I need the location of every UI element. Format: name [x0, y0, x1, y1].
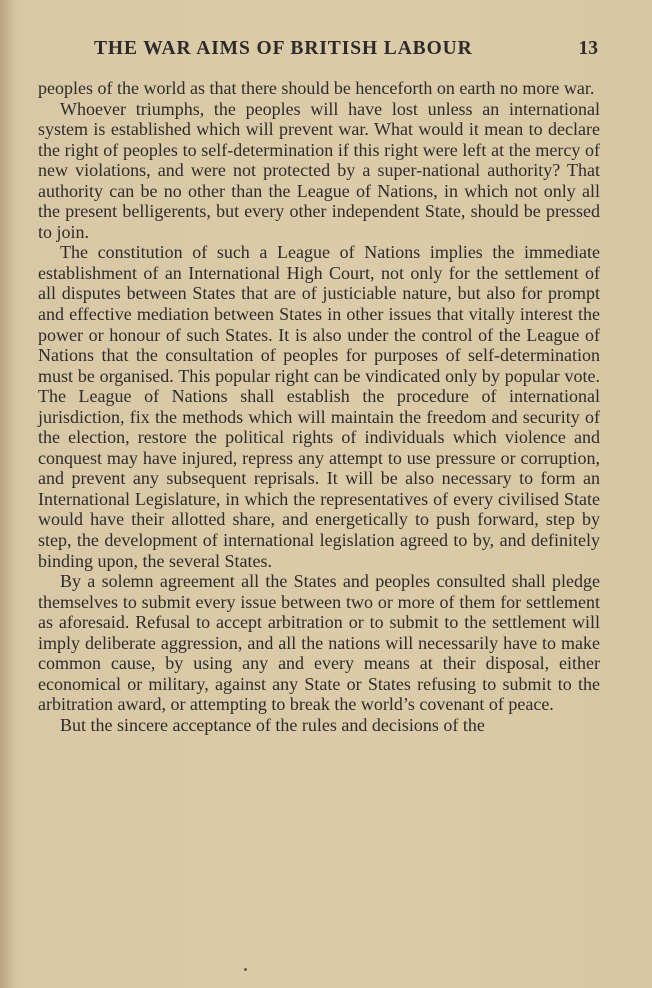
paragraph: The constitution of such a League of Nations implies the immediate establishment of an International High Court, not only for the settlement of all disputes between States that are of justiciable nature, but also for prompt and effective mediation between States in other issues that vitally interest the power or honour of such States. It is also under the control of the League of Nations that the consultation of peoples for purposes of self-determination must be organised. This popular right can be vindicated only by popular vote. The League of Nations shall establish the procedure of international jurisdiction, fix the methods which will maintain the freedom and security of the election, restore the political rights of individuals which violence and conquest may have injured, repress any attempt to use pressure or corruption, and prevent any subsequent reprisals. It will be also necessary to form an International Legislature, in which the representatives of every civilised State would have their allotted share, and energetically to push forward, step by step, the development of international legislation agreed to by, and definitely binding upon, the several States.: [38, 242, 600, 571]
body-text: [38, 78, 600, 736]
page-header: [94, 38, 600, 66]
paragraph-continuation: peoples of the world as that there should be henceforth on earth no more war.: [38, 78, 595, 98]
paragraph: By a solemn agreement all the States and peoples consulted shall pledge themselves to submit every issue between two or more of them for settlement as aforesaid. Refusal to accept arbitration or to submit to the settlement will imply deliberate aggression, and all the nations will necessarily have to make common cause, by using any and every means at their disposal, either economical or military, against any State or States refusing to submit to the arbitration award, or attempting to break the world’s covenant of peace.: [38, 571, 600, 715]
running-title: THE WAR AIMS OF BRITISH LABOUR: [94, 38, 473, 59]
paper-speck: [244, 968, 247, 971]
gutter-shadow: [0, 0, 14, 988]
paragraph: Whoever triumphs, the peoples will have lost unless an international system is established which will prevent war. What would it mean to declare the right of peoples to self-determination if this right were left at the mercy of new violations, and were not protected by a super-national authority? That authority can be no other than the League of Nations, in which not only all the present belligerents, but every other independent State, should be pressed to join.: [38, 98, 600, 242]
page-number: 13: [578, 38, 598, 59]
paragraph: But the sincere acceptance of the rules and decisions of the: [60, 714, 485, 735]
